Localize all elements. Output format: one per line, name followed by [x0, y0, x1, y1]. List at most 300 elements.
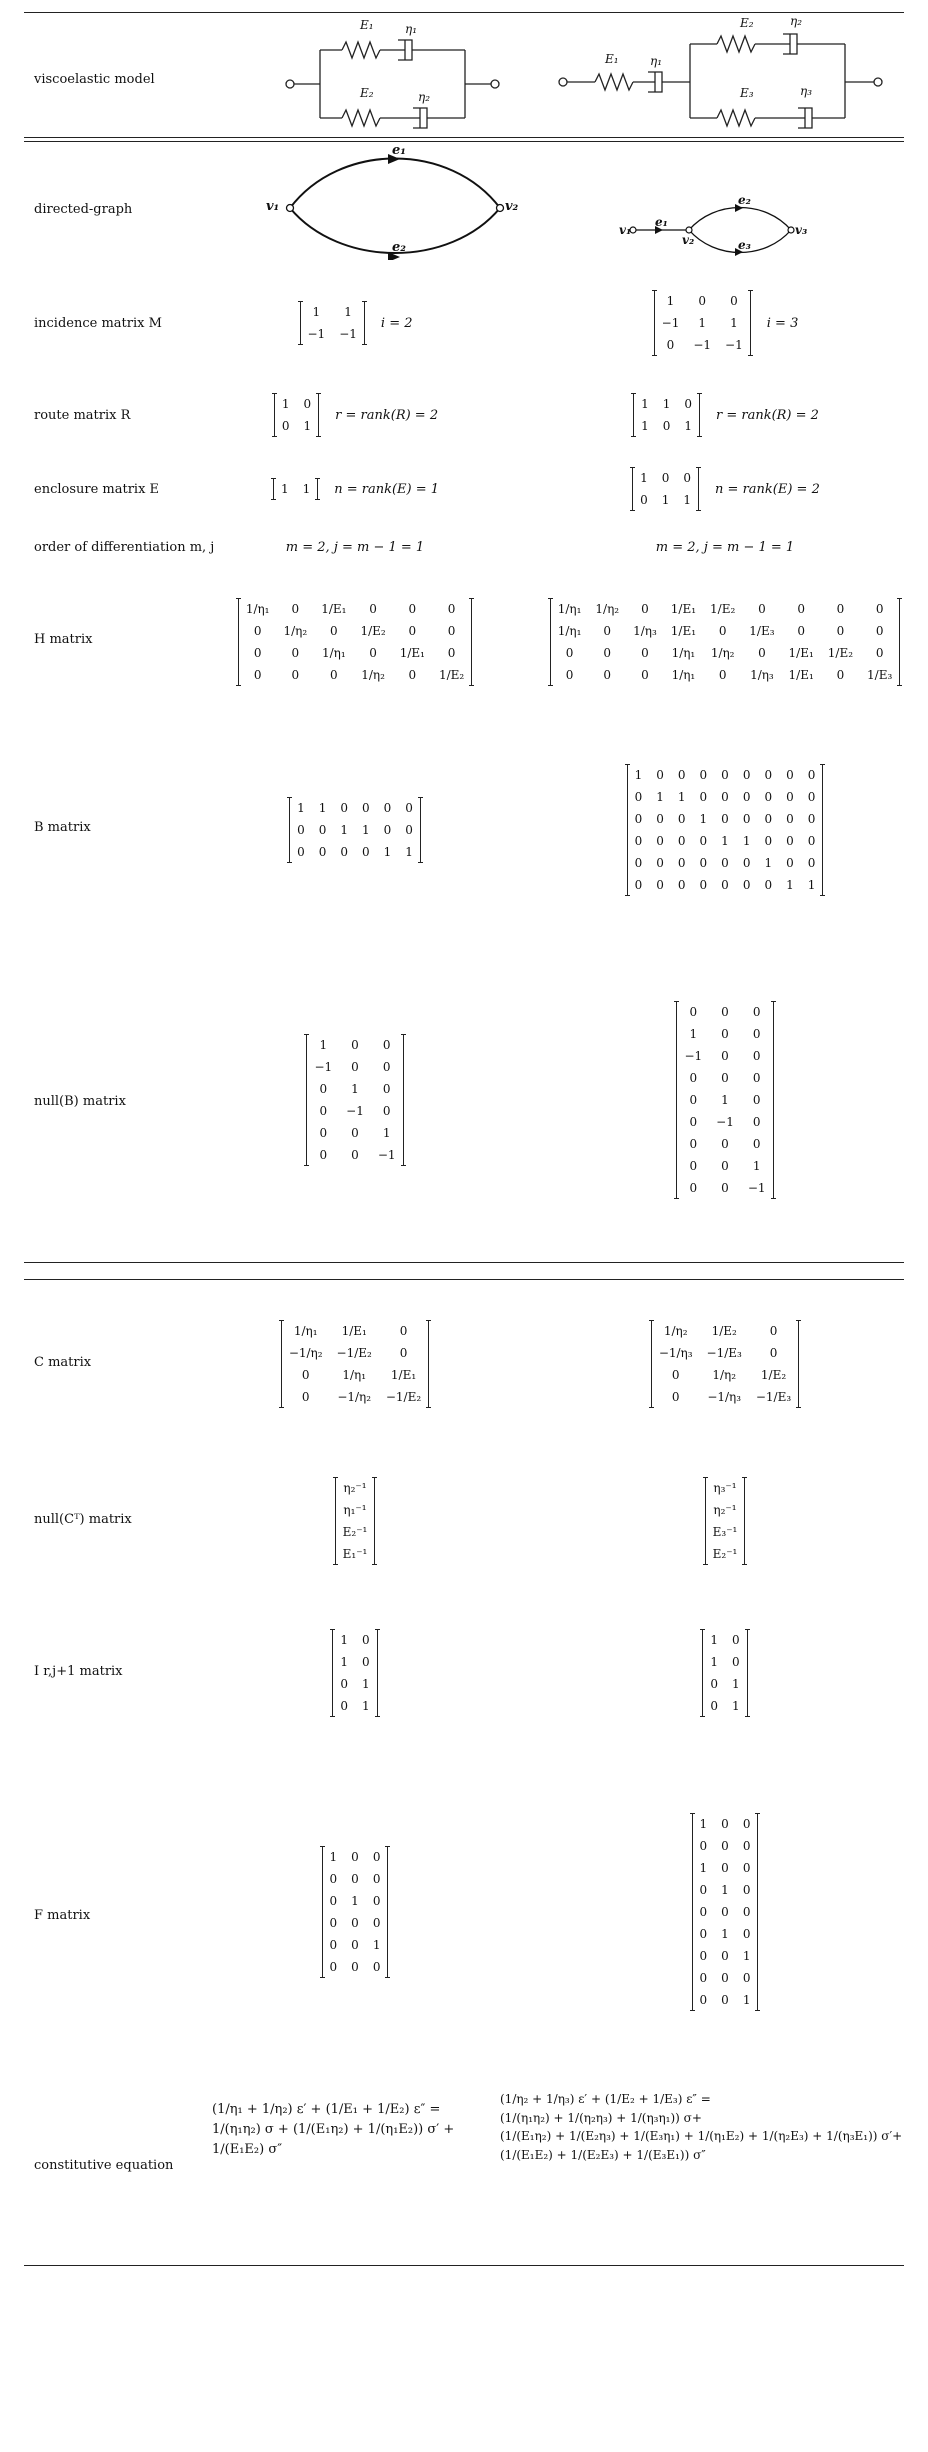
matrix-cell: 0: [742, 1839, 751, 1853]
matrix-cell: 0: [408, 602, 417, 616]
model2-F-matrix: [690, 1813, 761, 2011]
matrix-cell: 0: [764, 878, 773, 892]
matrix-cell: 0: [721, 1817, 729, 1831]
row-label-H: H matrix: [34, 632, 93, 647]
model1-constitutive-equation: [212, 2100, 512, 2160]
matrix-cell: −1: [661, 316, 680, 330]
model1-incidence-matrix: [298, 301, 367, 345]
matrix-cell: 0: [351, 1850, 359, 1864]
model1-graph-e2: e₂: [392, 240, 406, 255]
matrix-grid: [332, 1629, 377, 1717]
matrix-cell: 0: [399, 1346, 408, 1360]
model2-eq-line3: (1/(E₁η₂) + 1/(E₂η₃) + 1/(E₃η₁) + 1/(η₁E₂) + 1/(η₂E₃) + 1/(η₃E₁)) σ′+: [500, 2129, 903, 2144]
model2-incidence-aside: i = 3: [766, 315, 799, 331]
model2-nullB-cell: [540, 940, 910, 1260]
matrix-row: [693, 1989, 758, 2011]
matrix-cell: 1/η₂: [663, 1324, 688, 1338]
matrix-cell: 0: [318, 845, 327, 859]
matrix-grid: [306, 1034, 403, 1166]
row-label-nullCT: null(Cᵀ) matrix: [34, 1512, 132, 1527]
matrix-cell: 0: [742, 1905, 751, 1919]
row-label-viscoelastic: viscoelastic model: [34, 72, 155, 87]
matrix-cell: −1/η₂: [288, 1346, 323, 1360]
matrix-cell: 0: [677, 856, 686, 870]
matrix-cell: 0: [677, 812, 686, 826]
matrix-cell: 0: [689, 1137, 698, 1151]
matrix-cell: 0: [677, 834, 686, 848]
matrix-cell: 0: [689, 1115, 698, 1129]
matrix-row: [706, 1521, 745, 1543]
matrix-row: [693, 1879, 758, 1901]
matrix-cell: 0: [640, 493, 648, 507]
row-label-incidence: incidence matrix M: [34, 316, 162, 331]
matrix-row: [628, 874, 823, 896]
model2-nullB-matrix: [674, 1001, 775, 1199]
matrix-cell: −1: [307, 327, 326, 341]
matrix-cell: 1: [742, 1993, 751, 2007]
matrix-row: [693, 1945, 758, 1967]
matrix-cell: −1: [346, 1104, 364, 1118]
matrix-cell: 1/E₂: [827, 646, 854, 660]
model1-nullB-cell: [190, 940, 520, 1260]
row-label-I: I r,j+1 matrix: [34, 1664, 123, 1679]
matrix-cell: 0: [253, 624, 262, 638]
matrix-cell: 1: [640, 471, 648, 485]
matrix-row: [336, 1521, 375, 1543]
matrix-cell: 0: [351, 1038, 359, 1052]
model2-eq-line1: (1/η₂ + 1/η₃) ε′ + (1/E₂ + 1/E₃) ε″ =: [500, 2092, 711, 2106]
matrix-cell: 0: [742, 790, 751, 804]
matrix-cell: 0: [758, 646, 766, 660]
matrix-cell: 1: [351, 1082, 359, 1096]
matrix-cell: 0: [699, 878, 708, 892]
row-label-order: order of differentiation m, j: [34, 540, 215, 555]
matrix-cell: 1: [280, 482, 289, 496]
matrix-grid: [692, 1813, 759, 2011]
matrix-cell: 0: [732, 1633, 740, 1647]
model2-incidence-matrix: [652, 290, 753, 356]
matrix-row: [706, 1499, 745, 1521]
matrix-row: [336, 1543, 375, 1565]
matrix-cell: 0: [329, 1960, 338, 1974]
model2-incidence-cell: [540, 270, 910, 376]
model1-eta2-label: η₂: [418, 90, 430, 104]
matrix-cell: 0: [721, 1049, 729, 1063]
matrix-cell: 1/E₃: [749, 624, 775, 638]
matrix-row: [677, 1045, 772, 1067]
matrix-cell: 0: [641, 602, 649, 616]
matrix-cell: 0: [634, 834, 643, 848]
matrix-cell: 0: [786, 834, 794, 848]
matrix-cell: 1: [303, 419, 312, 433]
matrix-cell: 0: [351, 1916, 359, 1930]
model2-F-cell: [540, 1752, 910, 2072]
matrix-cell: 1: [318, 801, 327, 815]
row-rule: [24, 1279, 904, 1280]
matrix-cell: 0: [836, 624, 845, 638]
model1-route-cell: [190, 378, 520, 452]
matrix-row: [703, 1651, 746, 1673]
matrix-cell: 0: [291, 602, 300, 616]
matrix-row: [677, 1177, 772, 1199]
matrix-row: [307, 1122, 402, 1144]
matrix-row: [652, 1320, 798, 1342]
matrix-cell: 0: [340, 801, 348, 815]
matrix-cell: 0: [752, 1049, 761, 1063]
matrix-cell: 0: [382, 1038, 391, 1052]
matrix-cell: 1: [721, 1093, 729, 1107]
model1-E2-label: E₂: [360, 86, 374, 100]
matrix-cell: 0: [297, 823, 305, 837]
matrix-cell: 0: [372, 1894, 381, 1908]
matrix-grid: [633, 393, 700, 437]
matrix-cell: 0: [603, 668, 612, 682]
matrix-cell: 1/η₁: [293, 1324, 318, 1338]
model2-order: m = 2, j = m − 1 = 1: [655, 539, 795, 555]
matrix-cell: 0: [362, 801, 370, 815]
matrix-cell: 1: [699, 1861, 708, 1875]
model1-eta1-label: η₁: [405, 22, 417, 36]
matrix-row: [677, 1023, 772, 1045]
matrix-row: [628, 808, 823, 830]
matrix-cell: 1/η₂: [710, 646, 735, 660]
matrix-cell: 0: [383, 801, 392, 815]
matrix-cell: η₂⁻¹: [343, 1481, 367, 1495]
matrix-grid: [273, 478, 318, 500]
matrix-cell: 0: [807, 768, 816, 782]
matrix-row: [290, 819, 420, 841]
model1-route-aside: r = rank(R) = 2: [335, 407, 439, 423]
model2-nullCT-cell: [540, 1446, 910, 1596]
matrix-cell: 1: [382, 1126, 391, 1140]
matrix-cell: −1/η₂: [337, 1390, 372, 1404]
matrix-cell: 0: [699, 856, 708, 870]
matrix-cell: 0: [656, 834, 664, 848]
matrix-grid: [654, 290, 751, 356]
matrix-cell: 0: [351, 1060, 359, 1074]
matrix-cell: 0: [699, 1971, 708, 1985]
matrix-row: [693, 1857, 758, 1879]
matrix-cell: 0: [721, 1949, 729, 1963]
matrix-grid: [702, 1629, 747, 1717]
matrix-cell: 0: [752, 1005, 761, 1019]
matrix-cell: 1/E₂: [760, 1368, 787, 1382]
matrix-cell: 1/η₁: [245, 602, 270, 616]
matrix-row: [703, 1629, 746, 1651]
matrix-cell: −1: [339, 327, 357, 341]
matrix-cell: 1: [677, 790, 686, 804]
matrix-cell: 0: [836, 668, 845, 682]
model1-I-matrix: [330, 1629, 379, 1717]
matrix-cell: 1: [689, 1027, 698, 1041]
matrix-cell: 0: [758, 602, 766, 616]
matrix-cell: 1/η₁: [671, 646, 696, 660]
matrix-row: [301, 323, 364, 345]
matrix-cell: 1: [281, 397, 290, 411]
matrix-cell: 0: [721, 1027, 729, 1041]
matrix-row: [693, 1901, 758, 1923]
matrix-cell: 1: [721, 1883, 729, 1897]
matrix-cell: 1: [297, 801, 305, 815]
matrix-cell: 0: [786, 856, 794, 870]
matrix-cell: 1: [721, 1927, 729, 1941]
matrix-cell: −1: [747, 1181, 766, 1195]
matrix-row: [282, 1364, 428, 1386]
matrix-cell: 1: [732, 1677, 740, 1691]
matrix-cell: 0: [281, 419, 290, 433]
matrix-cell: 0: [329, 1894, 338, 1908]
matrix-cell: 1: [312, 305, 321, 319]
model2-B-cell: [540, 724, 910, 936]
matrix-cell: 1/η₂: [712, 1368, 737, 1382]
matrix-cell: −1: [716, 1115, 734, 1129]
model2-H-cell: [540, 560, 910, 724]
matrix-row: [336, 1477, 375, 1499]
matrix-cell: 0: [372, 1960, 381, 1974]
matrix-row: [652, 1386, 798, 1408]
model2-I-cell: [540, 1598, 910, 1748]
matrix-cell: 1: [372, 1938, 381, 1952]
matrix-row: [551, 620, 900, 642]
matrix-cell: 0: [752, 1137, 761, 1151]
matrix-cell: −1: [725, 338, 743, 352]
matrix-grid: [238, 598, 472, 686]
matrix-row: [274, 478, 317, 500]
matrix-cell: 1/E₁: [670, 602, 697, 616]
model2-enclosure-matrix: [630, 467, 701, 511]
matrix-cell: 0: [656, 768, 664, 782]
matrix-cell: 0: [603, 646, 612, 660]
matrix-row: [677, 1001, 772, 1023]
matrix-cell: 0: [721, 1971, 729, 1985]
matrix-cell: 0: [372, 1916, 381, 1930]
matrix-cell: 1: [742, 834, 751, 848]
matrix-cell: 0: [718, 624, 727, 638]
matrix-cell: 0: [710, 1677, 718, 1691]
matrix-cell: 0: [875, 602, 884, 616]
matrix-cell: 1: [786, 878, 794, 892]
matrix-cell: 0: [362, 1633, 370, 1647]
matrix-cell: 1/E₂: [710, 602, 736, 616]
matrix-cell: 0: [634, 812, 643, 826]
matrix-cell: 0: [319, 1082, 328, 1096]
matrix-grid: [632, 467, 699, 511]
row-label-nullB: null(B) matrix: [34, 1094, 126, 1109]
matrix-cell: 0: [372, 1872, 381, 1886]
matrix-cell: 1: [721, 834, 729, 848]
model2-graph-v1: v₁: [619, 223, 632, 237]
matrix-cell: 0: [301, 1368, 310, 1382]
model2-I-matrix: [700, 1629, 749, 1717]
matrix-cell: 0: [699, 834, 708, 848]
matrix-cell: 0: [807, 790, 816, 804]
matrix-grid: [550, 598, 901, 686]
matrix-cell: 1: [319, 1038, 328, 1052]
matrix-row: [634, 393, 699, 415]
matrix-row: [323, 1912, 388, 1934]
matrix-cell: 0: [297, 845, 305, 859]
matrix-row: [628, 852, 823, 874]
matrix-row: [282, 1342, 428, 1364]
matrix-grid: [322, 1846, 389, 1978]
model2-enclosure-cell: [540, 454, 910, 524]
model1-graph-e1: e₁: [392, 143, 406, 158]
matrix-grid: [705, 1477, 746, 1565]
matrix-cell: 0: [752, 1071, 761, 1085]
matrix-cell: 1/E₁: [390, 1368, 417, 1382]
matrix-cell: 1/E₁: [670, 624, 697, 638]
matrix-cell: 0: [329, 668, 338, 682]
model2-enclosure-aside: n = rank(E) = 2: [715, 481, 820, 497]
matrix-grid: [627, 764, 824, 896]
model2-eq-line2: (1/(η₁η₂) + 1/(η₂η₃) + 1/(η₃η₁)) σ+: [500, 2110, 702, 2125]
matrix-cell: 0: [683, 471, 692, 485]
model2-graph-v3: v₃: [795, 223, 808, 237]
matrix-cell: 0: [710, 1699, 718, 1713]
matrix-cell: 1/E₂: [438, 668, 465, 682]
matrix-cell: 0: [752, 1093, 761, 1107]
matrix-row: [693, 1835, 758, 1857]
matrix-row: [551, 598, 900, 620]
model2-eta1-label: η₁: [650, 54, 662, 68]
matrix-cell: 1/E₁: [341, 1324, 367, 1338]
model1-C-cell: [190, 1284, 520, 1444]
matrix-cell: −1/E₂: [336, 1346, 372, 1360]
model1-eq-line3: 1/(E₁E₂) σ″: [212, 2142, 283, 2158]
row-label-directed-graph: directed-graph: [34, 202, 133, 217]
matrix-cell: −1: [377, 1148, 396, 1162]
model1-schematic: [280, 18, 505, 133]
matrix-cell: 0: [875, 646, 884, 660]
matrix-cell: 1: [807, 878, 816, 892]
matrix-cell: 1: [699, 812, 708, 826]
matrix-cell: 1/E₁: [399, 646, 425, 660]
matrix-cell: 0: [721, 1839, 729, 1853]
matrix-cell: 0: [786, 812, 794, 826]
matrix-row: [628, 764, 823, 786]
matrix-cell: 1: [340, 823, 348, 837]
model2-H-matrix: [548, 598, 903, 686]
matrix-cell: 0: [369, 602, 377, 616]
matrix-cell: 0: [721, 1905, 729, 1919]
matrix-row: [239, 664, 471, 686]
matrix-row: [677, 1133, 772, 1155]
matrix-cell: 0: [382, 1104, 391, 1118]
matrix-cell: 0: [565, 668, 574, 682]
matrix-cell: 0: [689, 1159, 698, 1173]
matrix-row: [655, 334, 750, 356]
matrix-cell: −1/η₃: [707, 1390, 742, 1404]
matrix-cell: 0: [399, 1324, 408, 1338]
matrix-cell: 1: [742, 1949, 751, 1963]
matrix-cell: 0: [721, 768, 729, 782]
matrix-cell: 0: [303, 397, 312, 411]
matrix-cell: 0: [769, 1324, 778, 1338]
matrix-cell: 0: [699, 768, 708, 782]
matrix-cell: −1/E₃: [755, 1390, 792, 1404]
matrix-cell: 1: [710, 1655, 718, 1669]
model1-graph-v1: v₁: [266, 199, 280, 214]
matrix-cell: 0: [405, 823, 413, 837]
matrix-cell: E₂⁻¹: [712, 1547, 738, 1561]
matrix-row: [323, 1934, 388, 1956]
matrix-cell: 1/E₁: [788, 668, 814, 682]
model2-route-matrix: [631, 393, 702, 437]
matrix-cell: 0: [369, 646, 377, 660]
matrix-cell: 0: [699, 1927, 708, 1941]
model2-C-cell: [540, 1284, 910, 1444]
matrix-cell: 1/η₁: [671, 668, 696, 682]
matrix-cell: 1/η₂: [283, 624, 308, 638]
matrix-cell: 0: [807, 812, 816, 826]
matrix-grid: [651, 1320, 799, 1408]
model2-route-aside: r = rank(R) = 2: [715, 407, 819, 423]
matrix-cell: 0: [742, 1971, 751, 1985]
matrix-cell: 0: [721, 1071, 729, 1085]
matrix-cell: E₂⁻¹: [342, 1525, 368, 1539]
matrix-cell: 1/η₃: [633, 624, 657, 638]
matrix-cell: 0: [721, 1159, 729, 1173]
matrix-cell: 0: [689, 1181, 698, 1195]
matrix-cell: 0: [742, 878, 751, 892]
matrix-cell: η₃⁻¹: [713, 1481, 737, 1495]
matrix-row: [307, 1034, 402, 1056]
matrix-row: [628, 830, 823, 852]
matrix-cell: 1/η₂: [361, 668, 385, 682]
matrix-row: [239, 598, 471, 620]
matrix-cell: 1: [329, 1850, 338, 1864]
matrix-cell: 0: [699, 1883, 708, 1897]
matrix-cell: 1: [764, 856, 773, 870]
matrix-cell: 0: [764, 812, 773, 826]
matrix-cell: 0: [742, 768, 751, 782]
matrix-cell: 0: [807, 834, 816, 848]
matrix-cell: 0: [836, 602, 845, 616]
row-label-C: C matrix: [34, 1355, 92, 1370]
matrix-cell: 0: [340, 1677, 348, 1691]
matrix-cell: η₁⁻¹: [343, 1503, 367, 1517]
matrix-cell: 0: [786, 768, 794, 782]
matrix-cell: 0: [721, 1005, 729, 1019]
matrix-cell: 0: [656, 856, 664, 870]
matrix-row: [290, 797, 420, 819]
matrix-cell: 0: [329, 624, 338, 638]
matrix-cell: 0: [253, 646, 262, 660]
matrix-cell: 0: [447, 646, 456, 660]
matrix-row: [307, 1078, 402, 1100]
matrix-cell: 0: [721, 1993, 729, 2007]
matrix-row: [706, 1477, 745, 1499]
matrix-cell: 0: [383, 823, 392, 837]
matrix-cell: 1: [344, 305, 352, 319]
matrix-cell: 0: [634, 878, 643, 892]
matrix-cell: 0: [447, 602, 456, 616]
matrix-cell: 1/η₁: [342, 1368, 367, 1382]
matrix-cell: 0: [699, 1905, 708, 1919]
matrix-cell: 0: [721, 812, 729, 826]
matrix-cell: 1/η₁: [557, 624, 582, 638]
row-label-B: B matrix: [34, 820, 91, 835]
model1-incidence-aside: i = 2: [380, 315, 413, 331]
matrix-row: [551, 664, 900, 686]
matrix-cell: 0: [291, 646, 300, 660]
matrix-row: [307, 1056, 402, 1078]
matrix-cell: 0: [351, 1126, 359, 1140]
matrix-row: [677, 1089, 772, 1111]
matrix-cell: 0: [656, 878, 664, 892]
matrix-cell: 0: [351, 1938, 359, 1952]
matrix-cell: 0: [698, 294, 707, 308]
